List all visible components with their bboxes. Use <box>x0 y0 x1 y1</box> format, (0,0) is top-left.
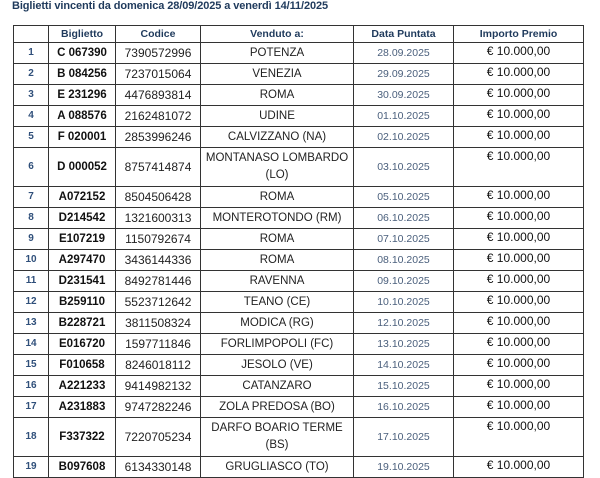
ticket-code: 4476893814 <box>116 85 201 106</box>
draw-date: 01.10.2025 <box>354 106 454 127</box>
prize-amount: € 10.000,00 <box>454 250 584 271</box>
table-row <box>14 229 584 250</box>
prize-amount: € 10.000,00 <box>454 43 584 64</box>
ticket-id: A297470 <box>49 250 116 271</box>
prize-amount: € 10.000,00 <box>454 85 584 106</box>
table-header-row <box>14 26 584 43</box>
ticket-id: D214542 <box>49 208 116 229</box>
ticket-code: 7220705234 <box>116 418 201 457</box>
table-row <box>14 250 584 271</box>
sold-at: MODICA (RG) <box>201 313 354 334</box>
row-number: 2 <box>14 64 49 85</box>
ticket-code: 8246018112 <box>116 355 201 376</box>
ticket-code: 1150792674 <box>116 229 201 250</box>
draw-date: 16.10.2025 <box>354 397 454 418</box>
prize-amount: € 10.000,00 <box>454 208 584 229</box>
row-number: 1 <box>14 43 49 64</box>
ticket-code: 9747282246 <box>116 397 201 418</box>
sold-at: VENEZIA <box>201 64 354 85</box>
table-row <box>14 397 584 418</box>
draw-date: 13.10.2025 <box>354 334 454 355</box>
draw-date: 03.10.2025 <box>354 148 454 187</box>
header-biglietto: Biglietto <box>49 26 116 43</box>
ticket-code: 3436144336 <box>116 250 201 271</box>
table-row <box>14 271 584 292</box>
ticket-code: 8492781446 <box>116 271 201 292</box>
prize-amount: € 10.000,00 <box>454 148 584 187</box>
sold-at: MONTANASO LOMBARDO (LO) <box>201 148 354 187</box>
prize-amount: € 10.000,00 <box>454 376 584 397</box>
sold-at: CALVIZZANO (NA) <box>201 127 354 148</box>
ticket-code: 5523712642 <box>116 292 201 313</box>
table-row <box>14 355 584 376</box>
table-row <box>14 334 584 355</box>
row-number: 8 <box>14 208 49 229</box>
sold-at: DARFO BOARIO TERME (BS) <box>201 418 354 457</box>
header-index <box>14 26 49 43</box>
ticket-id: A072152 <box>49 187 116 208</box>
ticket-code: 8757414874 <box>116 148 201 187</box>
sold-at: JESOLO (VE) <box>201 355 354 376</box>
ticket-code: 7390572996 <box>116 43 201 64</box>
draw-date: 06.10.2025 <box>354 208 454 229</box>
ticket-id: B259110 <box>49 292 116 313</box>
ticket-id: E 231296 <box>49 85 116 106</box>
sold-at: ROMA <box>201 229 354 250</box>
ticket-id: A231883 <box>49 397 116 418</box>
prize-amount: € 10.000,00 <box>454 127 584 148</box>
row-number: 10 <box>14 250 49 271</box>
row-number: 3 <box>14 85 49 106</box>
ticket-id: E107219 <box>49 229 116 250</box>
table-row <box>14 64 584 85</box>
prize-amount: € 10.000,00 <box>454 355 584 376</box>
row-number: 6 <box>14 148 49 187</box>
draw-date: 10.10.2025 <box>354 292 454 313</box>
table-row <box>14 292 584 313</box>
ticket-id: B 084256 <box>49 64 116 85</box>
header-importo-premio: Importo Premio <box>454 26 584 43</box>
prize-amount: € 10.000,00 <box>454 229 584 250</box>
ticket-code: 7237015064 <box>116 64 201 85</box>
table-row <box>14 208 584 229</box>
draw-date: 14.10.2025 <box>354 355 454 376</box>
ticket-code: 2853996246 <box>116 127 201 148</box>
row-number: 5 <box>14 127 49 148</box>
draw-date: 19.10.2025 <box>354 457 454 478</box>
draw-date: 12.10.2025 <box>354 313 454 334</box>
sold-at: POTENZA <box>201 43 354 64</box>
ticket-id: E016720 <box>49 334 116 355</box>
header-venduto: Venduto a: <box>201 26 354 43</box>
prize-amount: € 10.000,00 <box>454 397 584 418</box>
page-title: Biglietti vincenti da domenica 28/09/2025 a venerdì 14/11/2025 <box>12 0 329 12</box>
draw-date: 15.10.2025 <box>354 376 454 397</box>
draw-date: 05.10.2025 <box>354 187 454 208</box>
prize-amount: € 10.000,00 <box>454 106 584 127</box>
sold-at: ROMA <box>201 250 354 271</box>
row-number: 9 <box>14 229 49 250</box>
prize-amount: € 10.000,00 <box>454 418 584 457</box>
table-row <box>14 148 584 187</box>
sold-at: FORLIMPOPOLI (FC) <box>201 334 354 355</box>
prize-amount: € 10.000,00 <box>454 313 584 334</box>
ticket-id: D 000052 <box>49 148 116 187</box>
sold-at: RAVENNA <box>201 271 354 292</box>
row-number: 13 <box>14 313 49 334</box>
prize-amount: € 10.000,00 <box>454 292 584 313</box>
ticket-id: A 088576 <box>49 106 116 127</box>
ticket-id: B097608 <box>49 457 116 478</box>
table-row <box>14 127 584 148</box>
ticket-id: C 067390 <box>49 43 116 64</box>
table-row <box>14 376 584 397</box>
row-number: 15 <box>14 355 49 376</box>
sold-at: MONTEROTONDO (RM) <box>201 208 354 229</box>
ticket-code: 2162481072 <box>116 106 201 127</box>
row-number: 19 <box>14 457 49 478</box>
row-number: 7 <box>14 187 49 208</box>
sold-at: UDINE <box>201 106 354 127</box>
ticket-code: 8504506428 <box>116 187 201 208</box>
ticket-code: 9414982132 <box>116 376 201 397</box>
row-number: 16 <box>14 376 49 397</box>
prize-amount: € 10.000,00 <box>454 187 584 208</box>
ticket-id: F010658 <box>49 355 116 376</box>
sold-at: ROMA <box>201 85 354 106</box>
ticket-code: 1597711846 <box>116 334 201 355</box>
sold-at: CATANZARO <box>201 376 354 397</box>
table-row <box>14 418 584 457</box>
sold-at: TEANO (CE) <box>201 292 354 313</box>
prize-amount: € 10.000,00 <box>454 64 584 85</box>
sold-at: ROMA <box>201 187 354 208</box>
table-row <box>14 313 584 334</box>
table-row <box>14 457 584 478</box>
ticket-code: 1321600313 <box>116 208 201 229</box>
draw-date: 07.10.2025 <box>354 229 454 250</box>
row-number: 17 <box>14 397 49 418</box>
winning-tickets-table <box>13 25 584 478</box>
prize-amount: € 10.000,00 <box>454 271 584 292</box>
draw-date: 17.10.2025 <box>354 418 454 457</box>
table-row <box>14 187 584 208</box>
draw-date: 02.10.2025 <box>354 127 454 148</box>
ticket-id: F337322 <box>49 418 116 457</box>
draw-date: 09.10.2025 <box>354 271 454 292</box>
ticket-code: 6134330148 <box>116 457 201 478</box>
row-number: 11 <box>14 271 49 292</box>
header-codice: Codice <box>116 26 201 43</box>
table-row <box>14 43 584 64</box>
row-number: 4 <box>14 106 49 127</box>
sold-at: GRUGLIASCO (TO) <box>201 457 354 478</box>
table-row <box>14 85 584 106</box>
row-number: 18 <box>14 418 49 457</box>
prize-amount: € 10.000,00 <box>454 334 584 355</box>
draw-date: 28.09.2025 <box>354 43 454 64</box>
prize-amount: € 10.000,00 <box>454 457 584 478</box>
ticket-id: D231541 <box>49 271 116 292</box>
ticket-id: A221233 <box>49 376 116 397</box>
sold-at: ZOLA PREDOSA (BO) <box>201 397 354 418</box>
table-row <box>14 106 584 127</box>
draw-date: 08.10.2025 <box>354 250 454 271</box>
row-number: 12 <box>14 292 49 313</box>
ticket-code: 3811508324 <box>116 313 201 334</box>
header-data-puntata: Data Puntata <box>354 26 454 43</box>
ticket-id: B228721 <box>49 313 116 334</box>
draw-date: 29.09.2025 <box>354 64 454 85</box>
draw-date: 30.09.2025 <box>354 85 454 106</box>
ticket-id: F 020001 <box>49 127 116 148</box>
row-number: 14 <box>14 334 49 355</box>
